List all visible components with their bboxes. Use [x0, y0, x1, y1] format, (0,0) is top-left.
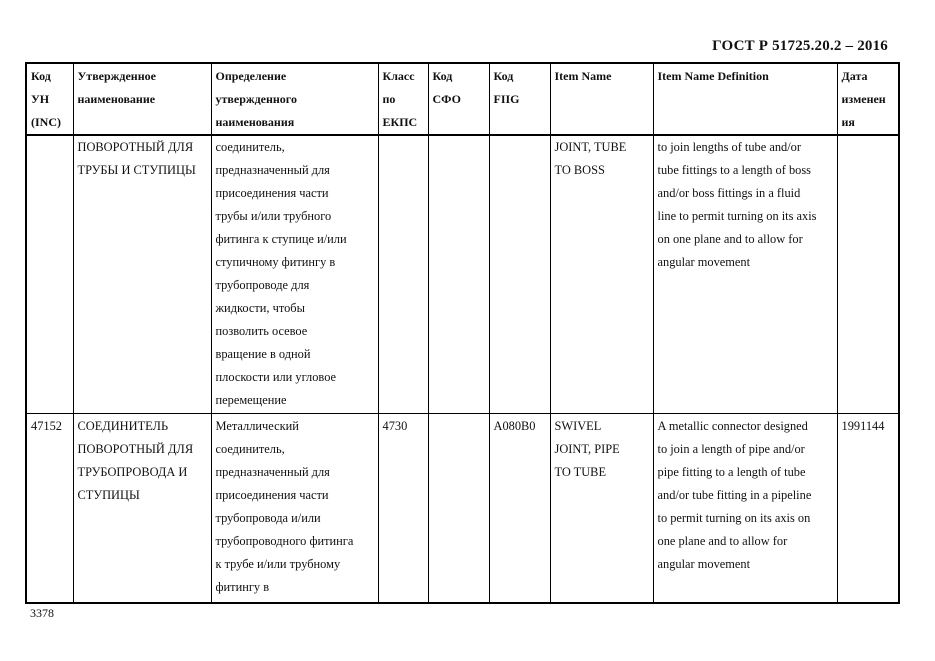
header-approved-name: Утвержденное наименование [73, 63, 211, 135]
cell-ekps-class: 4730 [378, 414, 428, 603]
cell-item-name: JOINT, TUBE TO BOSS [550, 135, 653, 414]
cell-sfo-code [428, 414, 489, 603]
cell-item-name: SWIVEL JOINT, PIPE TO TUBE [550, 414, 653, 603]
inc-table [25, 62, 900, 604]
cell-inc-code [26, 135, 73, 414]
cell-fiig-code [489, 135, 550, 414]
table-row [26, 414, 899, 603]
cell-fiig-code: A080B0 [489, 414, 550, 603]
cell-ekps-class [378, 135, 428, 414]
table-header-row [26, 63, 899, 135]
header-fiig-code: Код FIIG [489, 63, 550, 135]
cell-approved-name: СОЕДИНИТЕЛЬ ПОВОРОТНЫЙ ДЛЯ ТРУБОПРОВОДА И СТУПИЦЫ [73, 414, 211, 603]
header-sfo-code: Код СФО [428, 63, 489, 135]
table-row [26, 135, 899, 414]
cell-inc-code: 47152 [26, 414, 73, 603]
header-change-date: Дата изменен ия [837, 63, 899, 135]
header-item-name-definition: Item Name Definition [653, 63, 837, 135]
cell-name-definition: соединитель, предназначенный для присоединения части трубы и/или трубного фитинга к ступице и/или ступичному фитингу в трубопроводе для жидкости, чтобы позволить осевое вращение в одной плоскости или угловое перемещение [211, 135, 378, 414]
header-ekps-class: Класс по ЕКПС [378, 63, 428, 135]
header-item-name: Item Name [550, 63, 653, 135]
cell-item-name-definition: to join lengths of tube and/or tube fittings to a length of boss and/or boss fittings in a fluid line to permit turning on its axis on one plane and to allow for angular movement [653, 135, 837, 414]
cell-change-date [837, 135, 899, 414]
header-name-definition: Определение утвержденного наименования [211, 63, 378, 135]
cell-sfo-code [428, 135, 489, 414]
cell-approved-name: ПОВОРОТНЫЙ ДЛЯ ТРУБЫ И СТУПИЦЫ [73, 135, 211, 414]
cell-change-date: 1991144 [837, 414, 899, 603]
cell-name-definition: Металлический соединитель, предназначенный для присоединения части трубопровода и/или трубопроводного фитинга к трубе и/или трубному фитингу в [211, 414, 378, 603]
cell-item-name-definition: A metallic connector designed to join a length of pipe and/or pipe fitting to a length of tube and/or tube fitting in a pipeline to permit turning on its axis on one plane and to allow for angular movement [653, 414, 837, 603]
header-inc-code: Код УН (INC) [26, 63, 73, 135]
document-code: ГОСТ Р 51725.20.2 – 2016 [712, 38, 888, 54]
page-number: 3378 [30, 606, 54, 620]
